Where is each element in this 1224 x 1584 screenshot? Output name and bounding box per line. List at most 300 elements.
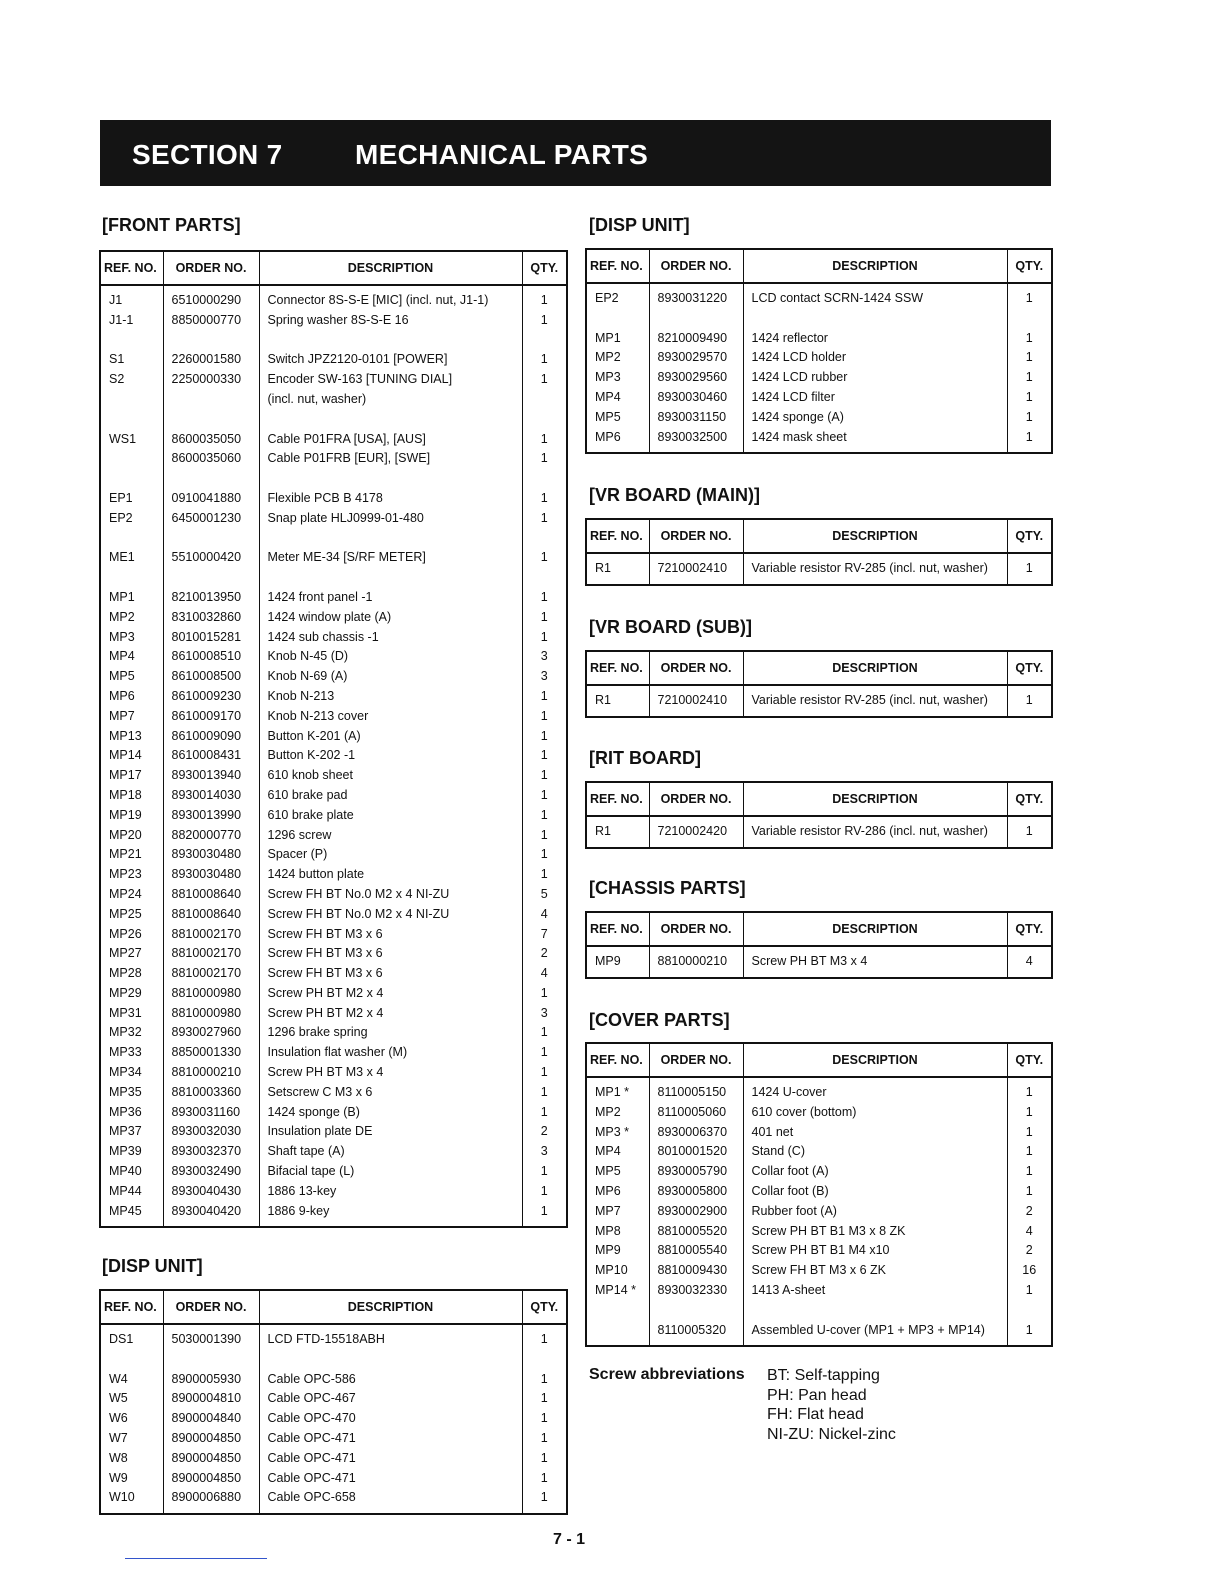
- qty-cell: 1: [1007, 1077, 1052, 1103]
- header-ref-no: REF. NO.: [100, 251, 163, 285]
- table-row: [100, 285, 567, 311]
- description-cell: [259, 568, 522, 588]
- order-no-cell: 8930032030: [163, 1122, 259, 1142]
- qty-cell: 3: [522, 1142, 567, 1162]
- order-no-cell: 8010015281: [163, 628, 259, 648]
- table-row: [100, 1023, 567, 1043]
- description-cell: 1424 U-cover: [743, 1077, 1007, 1103]
- table-row: [100, 984, 567, 1004]
- order-no-cell: 8610008510: [163, 647, 259, 667]
- table-row: [100, 1202, 567, 1228]
- ref-no-cell: W8: [100, 1449, 163, 1469]
- qty-cell: 1: [522, 687, 567, 707]
- header-description: DESCRIPTION: [743, 249, 1007, 283]
- table-row: [100, 430, 567, 450]
- ref-no-cell: MP10: [586, 1261, 649, 1281]
- ref-no-cell: MP35: [100, 1083, 163, 1103]
- order-no-cell: 8600035050: [163, 430, 259, 450]
- ref-no-cell: MP3 *: [586, 1123, 649, 1143]
- ref-no-cell: DS1: [100, 1324, 163, 1350]
- description-cell: 1424 LCD rubber: [743, 368, 1007, 388]
- description-cell: Insulation plate DE: [259, 1122, 522, 1142]
- table-row: [100, 390, 567, 410]
- order-no-cell: 8930002900: [649, 1202, 743, 1222]
- description-cell: Screw PH BT B1 M3 x 8 ZK: [743, 1222, 1007, 1242]
- qty-cell: 3: [522, 1004, 567, 1024]
- ref-no-cell: MP33: [100, 1043, 163, 1063]
- ref-no-cell: MP25: [100, 905, 163, 925]
- table-row: [586, 368, 1052, 388]
- description-cell: 1886 9-key: [259, 1202, 522, 1228]
- qty-cell: 1: [522, 548, 567, 568]
- ref-no-cell: [100, 469, 163, 489]
- description-cell: 401 net: [743, 1123, 1007, 1143]
- description-cell: Screw PH BT M2 x 4: [259, 1004, 522, 1024]
- ref-no-cell: EP1: [100, 489, 163, 509]
- ref-no-cell: MP5: [586, 408, 649, 428]
- order-no-cell: 8930031160: [163, 1103, 259, 1123]
- description-cell: Knob N-69 (A): [259, 667, 522, 687]
- description-cell: Screw FH BT No.0 M2 x 4 NI-ZU: [259, 905, 522, 925]
- ref-no-cell: MP5: [586, 1162, 649, 1182]
- header-ref-no: REF. NO.: [100, 1290, 163, 1324]
- header-order-no: ORDER NO.: [649, 912, 743, 946]
- order-no-cell: 8310032860: [163, 608, 259, 628]
- description-cell: LCD FTD-15518ABH: [259, 1324, 522, 1350]
- description-cell: 610 brake pad: [259, 786, 522, 806]
- table-row: [586, 283, 1052, 309]
- table-row: [100, 1142, 567, 1162]
- qty-cell: 1: [522, 370, 567, 390]
- table-row: [586, 1321, 1052, 1347]
- description-cell: Setscrew C M3 x 6: [259, 1083, 522, 1103]
- order-no-cell: 8930027960: [163, 1023, 259, 1043]
- table-row: [100, 667, 567, 687]
- table-row: [100, 568, 567, 588]
- qty-cell: 1: [522, 1389, 567, 1409]
- qty-cell: 1: [1007, 816, 1052, 848]
- abbreviation-item: PH: Pan head: [767, 1386, 867, 1404]
- qty-cell: 1: [522, 1023, 567, 1043]
- table-row: [100, 885, 567, 905]
- qty-cell: 1: [1007, 685, 1052, 717]
- description-cell: 1424 button plate: [259, 865, 522, 885]
- table-row: [100, 1370, 567, 1390]
- description-cell: Collar foot (A): [743, 1162, 1007, 1182]
- table-row: [100, 944, 567, 964]
- header-order-no: ORDER NO.: [163, 251, 259, 285]
- table-row: [586, 946, 1052, 978]
- order-no-cell: [649, 309, 743, 329]
- qty-cell: 1: [522, 1182, 567, 1202]
- table-row: [586, 685, 1052, 717]
- ref-no-cell: MP39: [100, 1142, 163, 1162]
- description-cell: Cable OPC-467: [259, 1389, 522, 1409]
- qty-cell: 1: [522, 707, 567, 727]
- front-parts-heading: [FRONT PARTS]: [102, 215, 241, 235]
- order-no-cell: 8900004840: [163, 1409, 259, 1429]
- ref-no-cell: EP2: [586, 283, 649, 309]
- ref-no-cell: [100, 390, 163, 410]
- qty-cell: 1: [1007, 1162, 1052, 1182]
- description-cell: Cable OPC-471: [259, 1429, 522, 1449]
- qty-cell: 1: [522, 1429, 567, 1449]
- rit-board-table: [585, 781, 1053, 849]
- description-cell: Screw FH BT No.0 M2 x 4 NI-ZU: [259, 885, 522, 905]
- table-row: [100, 865, 567, 885]
- abbreviation-item: BT: Self-tapping: [767, 1367, 880, 1384]
- ref-no-cell: MP3: [586, 368, 649, 388]
- ref-no-cell: MP45: [100, 1202, 163, 1228]
- header-ref-no: REF. NO.: [586, 1043, 649, 1077]
- order-no-cell: 8610009230: [163, 687, 259, 707]
- table-row: [100, 1043, 567, 1063]
- description-cell: Screw PH BT B1 M4 x10: [743, 1241, 1007, 1261]
- order-no-cell: 8810008640: [163, 905, 259, 925]
- description-cell: Spring washer 8S-S-E 16: [259, 311, 522, 331]
- abbreviation-item: NI-ZU: Nickel-zinc: [767, 1425, 896, 1443]
- ref-no-cell: J1: [100, 285, 163, 311]
- order-no-cell: 8930005800: [649, 1182, 743, 1202]
- ref-no-cell: S1: [100, 350, 163, 370]
- ref-no-cell: MP4: [586, 1142, 649, 1162]
- order-no-cell: 8610008431: [163, 746, 259, 766]
- order-no-cell: 8810003360: [163, 1083, 259, 1103]
- vr-main-table: [585, 518, 1053, 586]
- order-no-cell: 8930032330: [649, 1281, 743, 1301]
- ref-no-cell: MP1: [100, 588, 163, 608]
- header-description: DESCRIPTION: [743, 782, 1007, 816]
- ref-no-cell: MP2: [100, 608, 163, 628]
- qty-cell: 1: [1007, 553, 1052, 585]
- table-row: [100, 925, 567, 945]
- qty-cell: 4: [1007, 946, 1052, 978]
- header-order-no: ORDER NO.: [649, 782, 743, 816]
- description-cell: Screw FH BT M3 x 6: [259, 925, 522, 945]
- description-cell: Button K-201 (A): [259, 727, 522, 747]
- qty-cell: [522, 568, 567, 588]
- description-cell: Insulation flat washer (M): [259, 1043, 522, 1063]
- description-cell: Knob N-213: [259, 687, 522, 707]
- chassis-parts-table: [585, 911, 1053, 979]
- table-row: [100, 687, 567, 707]
- order-no-cell: [163, 410, 259, 430]
- header-description: DESCRIPTION: [743, 912, 1007, 946]
- table-row: [100, 727, 567, 747]
- description-cell: Screw PH BT M2 x 4: [259, 984, 522, 1004]
- description-cell: Switch JPZ2120-0101 [POWER]: [259, 350, 522, 370]
- header-qty: QTY.: [522, 251, 567, 285]
- header-order-no: ORDER NO.: [649, 249, 743, 283]
- ref-no-cell: MP34: [100, 1063, 163, 1083]
- order-no-cell: 8600035060: [163, 449, 259, 469]
- order-no-cell: 8930032370: [163, 1142, 259, 1162]
- table-row: [100, 1409, 567, 1429]
- order-no-cell: 0910041880: [163, 489, 259, 509]
- description-cell: [259, 529, 522, 549]
- table-row: [100, 826, 567, 846]
- table-row: [586, 1301, 1052, 1321]
- table-row: [100, 806, 567, 826]
- ref-no-cell: MP27: [100, 944, 163, 964]
- table-row: [100, 1350, 567, 1370]
- order-no-cell: 8810000210: [163, 1063, 259, 1083]
- ref-no-cell: MP40: [100, 1162, 163, 1182]
- qty-cell: [522, 1350, 567, 1370]
- description-cell: Variable resistor RV-286 (incl. nut, washer): [743, 816, 1007, 848]
- description-cell: 1424 front panel -1: [259, 588, 522, 608]
- ref-no-cell: MP31: [100, 1004, 163, 1024]
- ref-no-cell: MP3: [100, 628, 163, 648]
- qty-cell: 1: [522, 1449, 567, 1469]
- order-no-cell: 8210009490: [649, 329, 743, 349]
- description-cell: Knob N-45 (D): [259, 647, 522, 667]
- ref-no-cell: MP6: [586, 1182, 649, 1202]
- order-no-cell: 8810000210: [649, 946, 743, 978]
- description-cell: 1424 mask sheet: [743, 428, 1007, 454]
- table-row: [100, 331, 567, 351]
- header-qty: QTY.: [1007, 782, 1052, 816]
- order-no-cell: 8010001520: [649, 1142, 743, 1162]
- description-cell: Stand (C): [743, 1142, 1007, 1162]
- qty-cell: 1: [522, 311, 567, 331]
- disp-unit-right-table: [585, 248, 1053, 454]
- header-qty: QTY.: [1007, 1043, 1052, 1077]
- description-cell: Bifacial tape (L): [259, 1162, 522, 1182]
- order-no-cell: 8210013950: [163, 588, 259, 608]
- ref-no-cell: MP32: [100, 1023, 163, 1043]
- ref-no-cell: [100, 1350, 163, 1370]
- rit-board-heading: [RIT BOARD]: [589, 748, 701, 768]
- qty-cell: 1: [522, 285, 567, 311]
- ref-no-cell: MP6: [586, 428, 649, 454]
- table-row: [100, 647, 567, 667]
- qty-cell: 1: [522, 1202, 567, 1228]
- description-cell: 1413 A-sheet: [743, 1281, 1007, 1301]
- table-row: [100, 786, 567, 806]
- qty-cell: 1: [522, 1043, 567, 1063]
- table-row: [100, 628, 567, 648]
- qty-cell: [1007, 1301, 1052, 1321]
- qty-cell: 1: [522, 746, 567, 766]
- order-no-cell: [163, 529, 259, 549]
- qty-cell: 2: [1007, 1202, 1052, 1222]
- ref-no-cell: MP2: [586, 348, 649, 368]
- order-no-cell: 8810002170: [163, 964, 259, 984]
- table-row: [100, 1004, 567, 1024]
- description-cell: Cable P01FRB [EUR], [SWE]: [259, 449, 522, 469]
- description-cell: Cable OPC-586: [259, 1370, 522, 1390]
- description-cell: 1424 LCD holder: [743, 348, 1007, 368]
- ref-no-cell: MP19: [100, 806, 163, 826]
- order-no-cell: 8810000980: [163, 1004, 259, 1024]
- ref-no-cell: MP36: [100, 1103, 163, 1123]
- description-cell: 1886 13-key: [259, 1182, 522, 1202]
- ref-no-cell: [100, 449, 163, 469]
- table-row: [100, 707, 567, 727]
- order-no-cell: 8930029560: [649, 368, 743, 388]
- qty-cell: 1: [1007, 348, 1052, 368]
- table-row: [100, 548, 567, 568]
- ref-no-cell: [100, 529, 163, 549]
- qty-cell: 1: [522, 865, 567, 885]
- description-cell: [259, 1350, 522, 1370]
- description-cell: Cable OPC-471: [259, 1449, 522, 1469]
- qty-cell: 1: [522, 430, 567, 450]
- table-row: [586, 1202, 1052, 1222]
- order-no-cell: 8900004850: [163, 1449, 259, 1469]
- description-cell: Button K-202 -1: [259, 746, 522, 766]
- header-description: DESCRIPTION: [259, 251, 522, 285]
- order-no-cell: 8610009170: [163, 707, 259, 727]
- order-no-cell: [649, 1301, 743, 1321]
- order-no-cell: 8930006370: [649, 1123, 743, 1143]
- order-no-cell: 2250000330: [163, 370, 259, 390]
- header-qty: QTY.: [1007, 912, 1052, 946]
- description-cell: Assembled U-cover (MP1 + MP3 + MP14): [743, 1321, 1007, 1347]
- qty-cell: 1: [522, 727, 567, 747]
- table-row: [100, 449, 567, 469]
- table-row: [586, 1241, 1052, 1261]
- table-row: [586, 1103, 1052, 1123]
- order-no-cell: 8820000770: [163, 826, 259, 846]
- header-order-no: ORDER NO.: [649, 651, 743, 685]
- abbreviation-item: FH: Flat head: [767, 1406, 864, 1423]
- qty-cell: 1: [522, 1488, 567, 1514]
- description-cell: 1296 screw: [259, 826, 522, 846]
- description-cell: Snap plate HLJ0999-01-480: [259, 509, 522, 529]
- ref-no-cell: MP14: [100, 746, 163, 766]
- order-no-cell: 8610008500: [163, 667, 259, 687]
- qty-cell: 1: [522, 1324, 567, 1350]
- order-no-cell: 7210002420: [649, 816, 743, 848]
- ref-no-cell: R1: [586, 553, 649, 585]
- ref-no-cell: MP14 *: [586, 1281, 649, 1301]
- table-row: [100, 588, 567, 608]
- order-no-cell: 8930032490: [163, 1162, 259, 1182]
- table-row: [586, 1162, 1052, 1182]
- qty-cell: 1: [522, 1409, 567, 1429]
- description-cell: 1424 window plate (A): [259, 608, 522, 628]
- description-cell: 610 knob sheet: [259, 766, 522, 786]
- order-no-cell: 8930029570: [649, 348, 743, 368]
- order-no-cell: 6510000290: [163, 285, 259, 311]
- ref-no-cell: MP1: [586, 329, 649, 349]
- table-row: [586, 553, 1052, 585]
- table-row: [586, 816, 1052, 848]
- cover-parts-heading: [COVER PARTS]: [589, 1010, 730, 1030]
- table-row: [100, 529, 567, 549]
- table-row: [586, 1261, 1052, 1281]
- qty-cell: 3: [522, 667, 567, 687]
- header-qty: QTY.: [522, 1290, 567, 1324]
- ref-no-cell: MP9: [586, 1241, 649, 1261]
- description-cell: [259, 469, 522, 489]
- qty-cell: 1: [1007, 408, 1052, 428]
- header-ref-no: REF. NO.: [586, 519, 649, 553]
- order-no-cell: 8930031220: [649, 283, 743, 309]
- description-cell: Spacer (P): [259, 845, 522, 865]
- qty-cell: 4: [522, 905, 567, 925]
- order-no-cell: 8610009090: [163, 727, 259, 747]
- order-no-cell: [163, 1350, 259, 1370]
- ref-no-cell: [100, 331, 163, 351]
- ref-no-cell: MP37: [100, 1122, 163, 1142]
- ref-no-cell: MP9: [586, 946, 649, 978]
- order-no-cell: 8850001330: [163, 1043, 259, 1063]
- table-row: [100, 469, 567, 489]
- ref-no-cell: R1: [586, 685, 649, 717]
- header-qty: QTY.: [1007, 519, 1052, 553]
- ref-no-cell: [586, 309, 649, 329]
- header-order-no: ORDER NO.: [649, 1043, 743, 1077]
- ref-no-cell: MP2: [586, 1103, 649, 1123]
- order-no-cell: 8850000770: [163, 311, 259, 331]
- header-qty: QTY.: [1007, 651, 1052, 685]
- description-cell: (incl. nut, washer): [259, 390, 522, 410]
- qty-cell: 1: [522, 806, 567, 826]
- qty-cell: 1: [522, 1162, 567, 1182]
- order-no-cell: [163, 390, 259, 410]
- ref-no-cell: W7: [100, 1429, 163, 1449]
- table-row: [586, 1142, 1052, 1162]
- qty-cell: 1: [522, 588, 567, 608]
- description-cell: Collar foot (B): [743, 1182, 1007, 1202]
- table-row: [586, 408, 1052, 428]
- description-cell: Cable OPC-471: [259, 1469, 522, 1489]
- page-number: 7 - 1: [553, 1531, 586, 1548]
- description-cell: Screw FH BT M3 x 6 ZK: [743, 1261, 1007, 1281]
- qty-cell: 2: [522, 944, 567, 964]
- description-cell: [259, 410, 522, 430]
- order-no-cell: 8810009430: [649, 1261, 743, 1281]
- order-no-cell: 8930032500: [649, 428, 743, 454]
- qty-cell: 1: [522, 1469, 567, 1489]
- ref-no-cell: S2: [100, 370, 163, 390]
- table-row: [100, 964, 567, 984]
- qty-cell: 1: [522, 350, 567, 370]
- table-row: [100, 509, 567, 529]
- ref-no-cell: MP1 *: [586, 1077, 649, 1103]
- header-ref-no: REF. NO.: [586, 912, 649, 946]
- header-ref-no: REF. NO.: [586, 782, 649, 816]
- order-no-cell: 8930040420: [163, 1202, 259, 1228]
- ref-no-cell: MP21: [100, 845, 163, 865]
- ref-no-cell: MP7: [100, 707, 163, 727]
- table-row: [100, 370, 567, 390]
- description-cell: [259, 331, 522, 351]
- qty-cell: 2: [522, 1122, 567, 1142]
- description-cell: Cable OPC-658: [259, 1488, 522, 1514]
- order-no-cell: 8900004850: [163, 1429, 259, 1449]
- order-no-cell: 5030001390: [163, 1324, 259, 1350]
- qty-cell: 1: [1007, 1142, 1052, 1162]
- table-row: [586, 428, 1052, 454]
- description-cell: 1424 reflector: [743, 329, 1007, 349]
- ref-no-cell: MP4: [586, 388, 649, 408]
- description-cell: 1424 sub chassis -1: [259, 628, 522, 648]
- ref-no-cell: MP29: [100, 984, 163, 1004]
- qty-cell: 1: [522, 489, 567, 509]
- order-no-cell: [163, 469, 259, 489]
- table-row: [100, 905, 567, 925]
- screw-abbreviations-title: Screw abbreviations: [589, 1366, 745, 1383]
- description-cell: Cable OPC-470: [259, 1409, 522, 1429]
- ref-no-cell: MP7: [586, 1202, 649, 1222]
- disp-unit-left-heading: [DISP UNIT]: [102, 1256, 203, 1276]
- order-no-cell: 8810005540: [649, 1241, 743, 1261]
- header-description: DESCRIPTION: [743, 1043, 1007, 1077]
